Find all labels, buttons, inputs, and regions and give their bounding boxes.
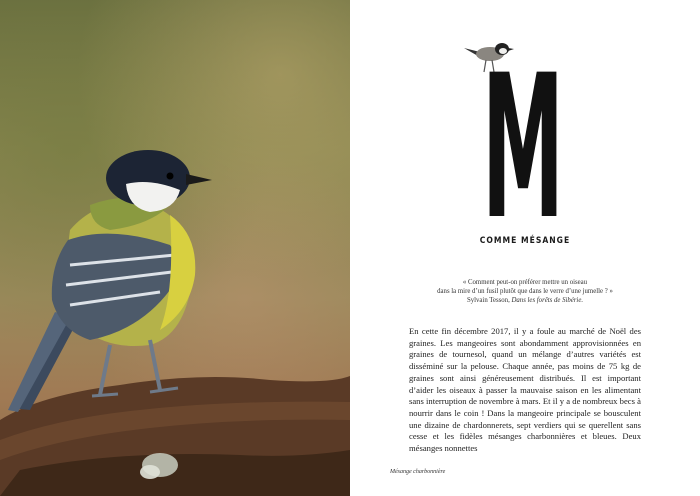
epigraph-line-1: « Comment peut-on préférer mettre un oiseau bbox=[462, 279, 588, 286]
photo-caption: Mésange charbonnière bbox=[390, 469, 446, 475]
epigraph-line-2: dans la mire d’un fusil plutôt que dans le verre d’une jumelle ? » bbox=[437, 288, 613, 295]
epigraph-attribution bbox=[410, 296, 640, 305]
epigraph bbox=[410, 278, 640, 305]
epigraph-author: Sylvain Tesson, bbox=[466, 297, 512, 304]
drop-cap-letter bbox=[482, 66, 564, 218]
body-paragraph: En cette fin décembre 2017, il y a foule au marché de Noël des graines. Les mangeoires sont abondamment approvisionnées en graines de tournesol, quand un mélange d’autres variétés est disséminé sur la pelouse. Chaque année, pas moins de 75 kg de graines sont ainsi généreusement distribués. Il est important d’aider les oiseaux à passer la mauvaise saison en les alimentant sans interruption de novembre à mars. Et il y a de nombreux becs à nourrir dans le coin ! Dans la mangeoire principale se bousculent une dizaine de chardonnerets, sept verdiers qui se querellent sans cesse et les fidèles mésanges charbonnières et bleues. Deux mésanges nonnettes bbox=[409, 326, 641, 454]
epigraph-work: Dans les forêts de Sibérie. bbox=[511, 297, 584, 304]
section-title: COMME MÉSANGE bbox=[479, 236, 571, 246]
drop-cap-text: M bbox=[482, 66, 564, 218]
text-page bbox=[350, 0, 700, 496]
